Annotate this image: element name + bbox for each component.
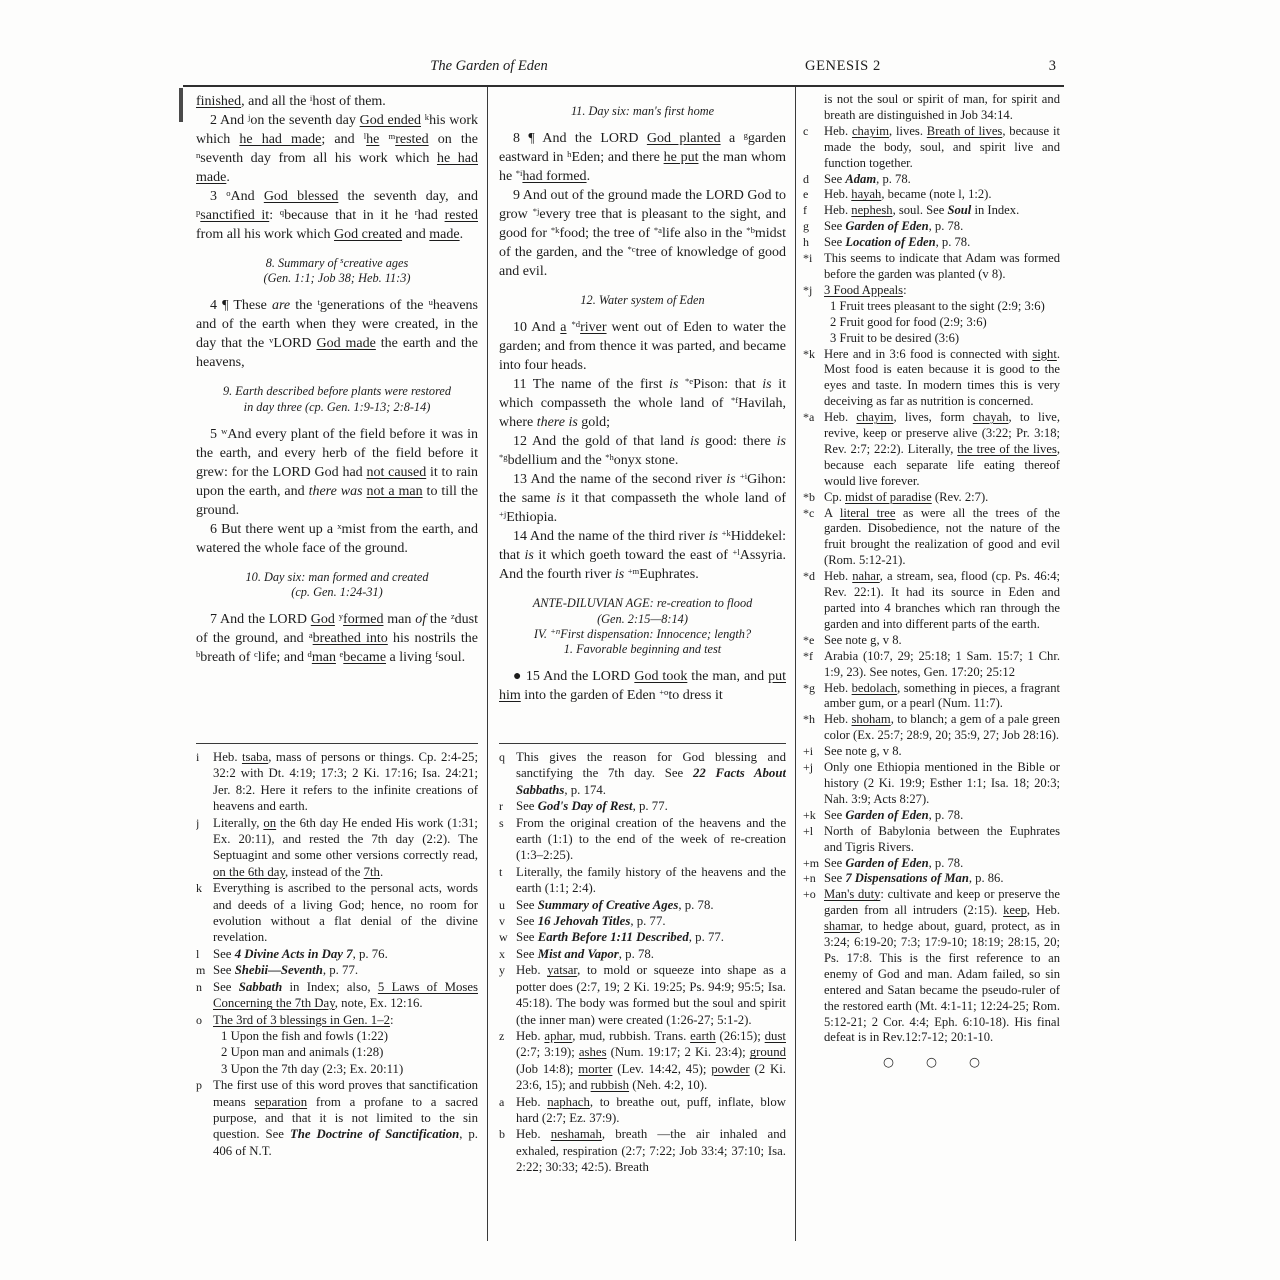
footnote-label: +k [803,807,816,822]
footnote-label: y [499,963,505,978]
footnote-label: b [499,1127,505,1142]
verse-paragraph: 4 ¶ These are the $^t$generations of the $^u$heavens and of the earth when they were created, in the day that the $^v$LORD God made the earth and the heavens, [196,297,478,371]
footnote-label: o [196,1012,202,1027]
footnote-divider-left [196,743,478,744]
footnotes-left [196,749,478,1241]
footnote-label: *j [803,282,813,297]
footnote-entry: *d Heb. nahar, a stream, sea, flood (cp. Ps. 46:4; Rev. 22:1). It had its source in Eden and parted into 4 branches which ran through the garden and into different parts of the earth. [803,569,1060,631]
footnote-label: *f [803,648,813,663]
scripture-text-middle [499,92,786,740]
section-heading: 12. Water system of Eden [580,293,705,308]
footnote-label: *d [803,569,815,584]
footnote-entry: *c A literal tree as were all the trees of the garden. Disobedience, not the nature of the fruit brought the realization of good and evil (Rom. 5:12-21). [803,505,1060,568]
footnote-entry: l See 4 Divine Acts in Day 7, p. 76. [196,946,388,961]
section-heading: 10. Day six: man formed and created (cp. Gen. 1:24-31) [245,569,429,600]
footnote-entry: f Heb. nephesh, soul. See Soul in Index. [803,203,1020,218]
footnote-divider-middle [499,743,786,744]
footnote-entry: s From the original creation of the heavens and the earth (1:1) to the end of the week of re-creation (1:3–2:25). [499,815,786,863]
three-column-body [183,85,1064,1241]
verse-paragraph: 5 $^w$And every plant of the field before it was in the earth, and every herb of the field before it grew: for the LORD God had not caused it to rain upon the earth, and there was not a man to till the ground. [196,425,478,518]
footnote-label: *b [803,489,815,504]
footnote-entry: c Heb. chayim, lives. Breath of lives, because it made the body, soul, and spirit live and function together. [803,123,1060,170]
footnote-label: v [499,914,505,929]
scan-artifact [179,88,183,122]
footnote-entry: o The 3rd of 3 blessings in Gen. 1–2: [196,1012,394,1027]
end-ornament: ○ ○ ○ [883,1054,994,1070]
footnote-label: n [196,979,202,994]
footnote-entry: j Literally, on the 6th day He ended His work (1:31; Ex. 20:11), and rested the 7th day (2:2). The Septuagint and some other versions correctly read, on the 6th day, instead of the 7th. [196,815,478,879]
verse-paragraph: 12 And the gold of that land is good: there is $^{*g}$bdellium and the $^{*h}$onyx stone. [499,434,786,469]
footnote-list-item: 2 Fruit good for food (2:9; 3:6) [830,314,987,329]
verse-paragraph: 3 $^o$And God blessed the seventh day, and $^p$sanctified it: $^q$because that in it he $^r$had rested from all his work which God created and made. [196,188,478,242]
footnote-entry: p The first use of this word proves that sanctification means separation from a profane to a sacred purpose, and that it is not limited to the sin question. See The Doctrine of Sanctification, p. 406 of N.T. [196,1078,478,1158]
footnote-entry: z Heb. aphar, mud, rubbish. Trans. earth (26:15); dust (2:7; 3:19); ashes (Num. 19:17; 2 Ki. 23:4); ground (Job 14:8); morter (Lev. 14:42, 45); powder (2 Ki. 23:6, 15); and rubbish (Neh. 4:2, 10). [499,1028,786,1093]
section-heading: 8. Summary of $^s$creative ages (Gen. 1:1; Job 38; Heb. 11:3) [263,255,411,286]
section-heading: 11. Day six: man's first home [570,104,715,118]
verse-paragraph: 6 But there went up a $^x$mist from the earth, and watered the whole face of the ground. [196,520,478,556]
footnote-entry: +i See note g, v 8. [803,744,902,759]
footnote-label: +o [803,887,816,902]
footnote-entry: +l North of Babylonia between the Euphrates and Tigris Rivers. [803,823,1060,854]
footnote-entry: m See Shebii—Seventh, p. 77. [196,963,359,978]
footnote-entry: u See Summary of Creative Ages, p. 78. [499,897,714,912]
footnote-label: *h [803,712,815,727]
footnote-label: *i [803,251,813,266]
footnote-label: s [499,815,504,830]
footnote-label: j [196,815,200,830]
footnote-entry: t Literally, the family history of the heavens and the earth (1:1; 2:4). [499,864,786,896]
footnote-entry: e Heb. hayah, became (note l, 1:2). [803,187,992,202]
verse-paragraph: ● 15 And the LORD God took the man, and put him into the garden of Eden $^{+o}$to dress it [499,669,786,704]
footnote-entry: h See Location of Eden, p. 78. [803,235,971,250]
footnote-entry: *g Heb. bedolach, something in pieces, a fragrant amber gum, or a pearl (Num. 11:7). [803,680,1060,711]
footnote-entry: r See God's Day of Rest, p. 77. [499,799,668,814]
footnote-label: k [196,881,202,896]
verse-continuation: finished, and all the $^i$host of them. [196,93,386,109]
verse-paragraph: 13 And the name of the second river is $^{+i}$Gihon: the same is it that compasseth the whole land of $^{+j}$Ethiopia. [499,471,786,526]
footnote-label: +n [803,871,816,886]
footnote-entry: *i This seems to indicate that Adam was formed before the garden was planted (v 8). [803,251,1060,281]
column-middle [487,87,795,1241]
verse-paragraph: 7 And the LORD God $^y$formed man of the $^z$dust of the ground, and $^a$breathed into his nostrils the $^b$breath of $^c$life; and $^d$man $^e$became a living $^f$soul. [196,611,478,666]
section-heading: 9. Earth described before plants were restored in day three (cp. Gen. 1:9-13; 2:8-14) [222,384,452,414]
footnote-entry: x See Mist and Vapor, p. 78. [499,946,654,961]
footnote-entry: +k See Garden of Eden, p. 78. [803,807,964,822]
footnote-entry: *a Heb. chayim, lives, form chayah, to live, revive, keep or preserve alive (3:22; Pr. 3:18; Rev. 2:7; 22:2). Literally, the tree of the lives, because each separate life eating thereof would live forever. [803,410,1060,488]
page-header [183,58,1064,85]
footnote-list-item: 2 Upon man and animals (1:28) [221,1045,384,1060]
footnote-entry: y Heb. yatsar, to mold or squeeze into shape as a potter does (2:7, 19; 2 Ki. 19:25; Ps. 94:9; 95:5; Isa. 45:18). The body was formed but the soul and spirit (the inner man) were created (1:26-27; 5:1-2). [499,963,786,1027]
footnote-entry: k Everything is ascribed to the personal acts, words and deeds of a living God; hence, no room for evolution without a flat denial of the divine revelation. [196,881,478,945]
footnote-entry: n See Sabbath in Index; also, 5 Laws of Moses Concerning the 7th Day, note, Ex. 12:16. [196,979,478,1011]
footnote-entry: d See Adam, p. 78. [803,171,911,186]
footnote-entry: +m See Garden of Eden, p. 78. [803,855,964,870]
footnote-entry: *k Here and in 3:6 food is connected with sight. Most food is eaten because it is good to the eyes and taste. In modern times this is very deceiving as far as nutrition is concerned. [803,346,1060,409]
footnote-label: *k [803,346,815,361]
footnote-entry: +j Only one Ethiopia mentioned in the Bible or history (2 Ki. 19:9; Esther 1:1; Isa. 18; 20:3; Nah. 3:9; Acts 8:27). [803,760,1060,806]
footnote-list-item: 1 Upon the fish and fowls (1:22) [221,1028,389,1043]
verse-paragraph: 14 And the name of the third river is $^{+k}$Hiddekel: that is it which goeth toward the east of $^{+l}$Assyria. And the fourth river is $^{+m}$Euphrates. [499,528,786,583]
footnote-list-item: 3 Fruit to be desired (3:6) [830,330,960,345]
footnote-entry: *j 3 Food Appeals: [803,282,907,297]
footnote-label: q [499,750,505,764]
footnote-label: *g [803,680,815,695]
footnote-entry: q This gives the reason for God blessing and sanctifying the 7th day. See 22 Facts About Sabbaths, p. 174. [499,750,786,797]
footnote-label: t [499,864,503,879]
reference-notes [803,92,1060,1238]
page-number: 3 [1048,58,1056,74]
book-chapter-title: GENESIS 2 [805,58,881,74]
footnote-label: *c [803,505,815,520]
footnote-entry: +o Man's duty: cultivate and keep or preserve the garden from all intruders (2:15). keep, Heb. shamar, to hedge about, guard, protect, as in 3:24; 6:19-20; 7:3; 17:9-10; 18:19; 28:15, 20; Ps. 17:8. This is the first reference to an enemy of God and man. Adam failed, so sin entered and Satan became the pseudo-ruler of the restored earth (Mt. 4:1-11; 12:24-25; Rom. 5:12-21; 2 Cor. 4:4; Eph. 6:10-18). His final defeat is in Rev.12:7-12; 20:1-10. [803,887,1060,1045]
footnote-label: d [803,171,809,186]
footnote-entry: i Heb. tsaba, mass of persons or things. Cp. 2:4-25; 32:2 with Dt. 4:19; 17:3; 2 Ki. 17:16; Isa. 24:21; Jer. 8:2. Here it refers to the infinite creations of heavens and earth. [196,750,478,814]
footnote-label: h [803,235,809,250]
footnote-label: r [499,799,503,814]
verse-paragraph: 11 The name of the first is $^{*e}$Pison: that is it which compasseth the whole land of $^{*f}$Havilah, where there is gold; [499,376,786,431]
footnote-entry: *f Arabia (10:7, 29; 25:18; 1 Sam. 15:7; 1 Chr. 1:9, 23). See notes, Gen. 17:20; 25:12 [803,648,1060,679]
footnote-entry: *b Cp. midst of paradise (Rev. 2:7). [803,489,989,504]
footnote-label: w [499,930,508,945]
footnote-label: i [196,750,200,764]
footnote-entry: v See 16 Jehovah Titles, p. 77. [499,914,666,929]
footnote-entry: w See Earth Before 1:11 Described, p. 77. [499,930,724,945]
footnote-entry: *e See note g, v 8. [803,632,902,647]
scripture-text-left [196,92,478,740]
verse-paragraph: 10 And a $^{*d}$river went out of Eden to water the garden; and from thence it was parted, and became into four heads. [499,319,786,374]
footnote-label: x [499,946,505,961]
footnote-list-item: 3 Upon the 7th day (2:3; Ex. 20:11) [221,1061,404,1076]
footnote-entry: is not the soul or spirit of man, for spirit and breath are distinguished in Job 34:14. [824,92,1060,122]
footnote-label: c [803,123,809,138]
footnote-label: f [803,203,807,218]
footnote-label: +l [803,823,814,838]
section-heading: ANTE-DILUVIAN AGE: re-creation to flood (Gen. 2:15—8:14) IV. $^{+n}$First dispensation: Innocence; length? 1. Favorable beginning and test [532,596,753,657]
footnote-label: e [803,187,809,202]
footnote-label: p [196,1078,202,1093]
footnote-label: z [499,1028,505,1043]
footnote-label: g [803,219,809,234]
footnote-label: +m [803,855,820,870]
footnote-label: u [499,897,505,912]
footnote-entry: *h Heb. shoham, to blanch; a gem of a pale green color (Ex. 25:7; 28:9, 20; 35:9, 27; Job 28:16). [803,712,1060,743]
footnote-list-item: 1 Fruit trees pleasant to the sight (2:9; 3:6) [830,298,1045,313]
footnote-entry: b Heb. neshamah, breath —the air inhaled and exhaled, respiration (2:7; 7:22; Job 33:4; 37:10; Isa. 2:22; 30:33; 42:5). Breath [499,1127,786,1175]
footnote-label: +j [803,760,814,775]
footnote-entry: g See Garden of Eden, p. 78. [803,219,964,234]
footnote-label: a [499,1094,505,1109]
footnote-label: *a [803,410,815,425]
column-notes [795,87,1064,1241]
verse-paragraph: 9 And out of the ground made the LORD God to grow $^{*j}$every tree that is pleasant to the sight, and good for $^{*k}$food; the tree of $^{*a}$life also in the $^{*b}$midst of the garden, and the $^{*c}$tree of knowledge of good and evil. [499,188,786,280]
running-title: The Garden of Eden [430,58,548,74]
footnote-label: l [196,946,200,961]
footnote-entry: +n See 7 Dispensations of Man, p. 86. [803,871,1004,886]
page-sheet [183,58,1064,1241]
footnotes-middle [499,749,786,1241]
footnote-label: +i [803,744,814,759]
verse-paragraph: 2 And $^j$on the seventh day God ended $^k$his work which he had made; and $^l$he $^m$rested on the $^n$seventh day from all his work which he had made. [196,112,478,185]
column-left [183,87,487,1241]
footnote-label: *e [803,632,815,647]
footnote-entry: a Heb. naphach, to breathe out, puff, inflate, blow hard (2:7; Ez. 37:9). [499,1094,786,1125]
verse-paragraph: 8 ¶ And the LORD God planted a $^g$garden eastward in $^h$Eden; and there he put the man whom he $^{*i}$had formed. [499,130,786,185]
footnote-label: m [196,963,206,978]
